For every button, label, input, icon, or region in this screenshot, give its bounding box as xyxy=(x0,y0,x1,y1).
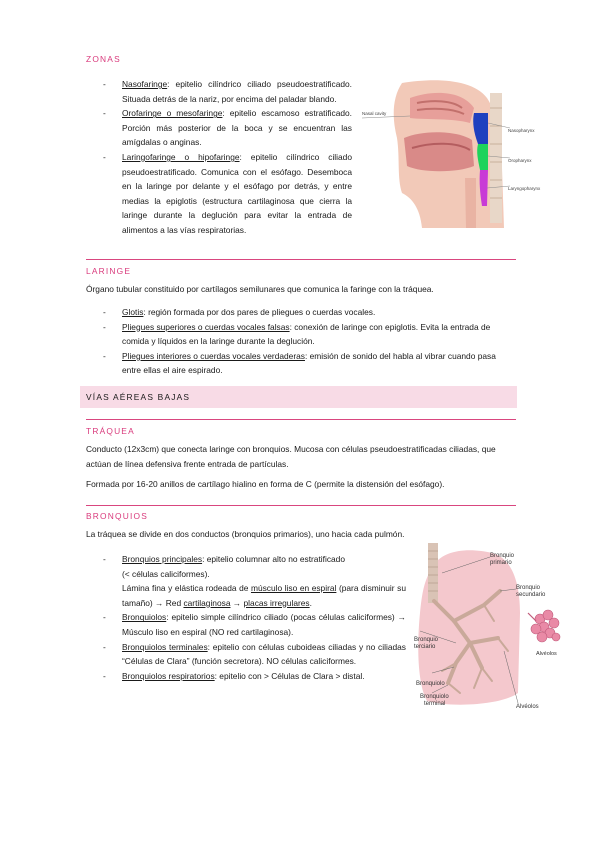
term-pliegues-superiores: Pliegues superiores o cuerdas vocales falsas xyxy=(122,321,290,332)
list-item: - Pliegues interiores o cuerdas vocales verdaderas: emisión de sonido del habla al vibrar cuando pasa entre ellas el aire espirado. xyxy=(103,350,496,376)
item-text: : epitelio simple cilíndrico ciliado (pocas células caliciformes) → Músculo liso en espiral (NO red cartilaginosa). xyxy=(122,612,406,637)
list-item: - Bronquiolos: epitelio simple cilíndrico ciliado (pocas células caliciformes) → Músculo liso en espiral (NO red cartilaginosa). xyxy=(103,612,406,637)
item-text: : epitelio columnar alto no estratificado xyxy=(202,554,345,564)
label-bronquiolo: Bronquiolo xyxy=(416,681,445,687)
term-cartilaginosa: cartilaginosa xyxy=(183,597,231,608)
label-nasopharynx: Nasopharynx xyxy=(508,128,535,133)
list-item: - Nasofaringe: epitelio cilíndrico ciliado pseudoestratificado. Situada detrás de la nariz, por encima del paladar blando. xyxy=(103,79,352,104)
list-item: - Orofaringe o mesofaringe: epitelio escamoso estratificado. Porción más posterior de la boca y se encuentran las amígdalas o anginas. xyxy=(103,108,353,148)
traquea-p2: Formada por 16-20 anillos de cartílago hialino en forma de C (permite la distensión del esófago). xyxy=(86,479,445,489)
item-text: → xyxy=(230,597,244,608)
label-bronquiolo-terminal-1: Bronquiolo xyxy=(420,694,449,700)
section-divider xyxy=(86,259,516,260)
traquea-p1: Conducto (12x3cm) que conecta laringe con bronquios. Mucosa con células pseudoestratificadas ciliadas, que actúan de línea defensiva frente entrada de partículas. xyxy=(86,444,496,469)
item-text: (< células caliciformes). xyxy=(122,568,210,579)
item-text: : epitelio cilíndrico ciliado pseudoestratificado. Situada detrás de la nariz, por encima del paladar blando. xyxy=(122,79,352,104)
bronquios-list xyxy=(86,552,406,683)
item-text: : conexión de laringe con epiglotis. Evita la entrada de comida y líquidos en la laringe durante la deglución. xyxy=(122,321,491,347)
laringe-heading: LARINGE xyxy=(86,266,132,276)
label-alveolos-zoom: Alvéolos xyxy=(536,651,557,657)
section-divider xyxy=(86,505,516,506)
laringe-intro: Órgano tubular constituido por cartílagos semilunares que comunica la faringe con la tráquea. xyxy=(86,284,434,294)
term-bronquiolos-terminales: Bronquiolos terminales xyxy=(122,641,208,652)
bronchial-tree-figure xyxy=(412,543,578,715)
item-text: : región formada por dos pares de pliegues o cuerdas vocales. xyxy=(143,307,376,317)
vias-bajas-heading: VÍAS AÉREAS BAJAS xyxy=(86,392,191,402)
term-bronquios-principales: Bronquios principales xyxy=(122,554,203,564)
term-placas: placas irregulares xyxy=(243,597,310,608)
pharynx-anatomy-figure xyxy=(362,78,541,228)
section-divider xyxy=(86,419,516,420)
traquea-heading: TRÁQUEA xyxy=(86,426,135,436)
item-text: : epitelio cilíndrico ciliado pseudoestratificado. Comunica con el esófago. Desemboca en la laringe por delante y el esófago por detrás, y entre medias la epiglotis (estructura cartilaginosa que cierra la laringe durante la deglución para evitar la entrada de alimentos a las vías respiratorias. xyxy=(122,151,352,235)
bronquios-intro: La tráquea se divide en dos conductos (bronquios primarios), uno hacia cada pulmón. xyxy=(86,529,405,539)
label-nasal-cavity: Nasal cavity xyxy=(362,111,387,116)
term-glotis: Glotis xyxy=(122,307,144,317)
term-orofaringe: Orofaringe o mesofaringe xyxy=(122,108,223,119)
label-alveolos: Alvéolos xyxy=(516,704,539,710)
item-text: : epitelio con > Células de Clara > distal. xyxy=(214,670,365,681)
item-text: Lámina fina y elástica rodeada de xyxy=(122,583,251,594)
term-laringofaringe: Laringofaringe o hipofaringe xyxy=(122,151,240,162)
section-band xyxy=(80,386,517,408)
list-item: - Bronquiolos respiratorios: epitelio con > Células de Clara > distal. xyxy=(103,670,365,681)
list-item: - Pliegues superiores o cuerdas vocales falsas: conexión de laringe con epiglotis. Evita la entrada de comida y líquidos en la laringe durante la deglución. xyxy=(103,321,491,347)
term-bronquiolos: Bronquiolos xyxy=(122,612,167,623)
zonas-heading: ZONAS xyxy=(86,54,121,64)
laringe-list xyxy=(86,305,516,378)
item-text: : epitelio escamoso estratificado. Porción más posterior de la boca y se encuentran las amígdalas o anginas. xyxy=(122,108,353,148)
bronquios-heading: BRONQUIOS xyxy=(86,511,148,521)
term-pliegues-interiores: Pliegues interiores o cuerdas vocales verdaderas xyxy=(122,350,305,361)
label-bronquio-secundario-2: secundario xyxy=(516,592,546,598)
term-musculo-liso: músculo liso en espiral xyxy=(250,583,337,594)
label-laryngopharynx: Laryngopharynx xyxy=(508,186,541,191)
zonas-list xyxy=(86,77,352,238)
item-text: . xyxy=(309,597,312,608)
list-item: - Laringofaringe o hipofaringe: epitelio cilíndrico ciliado pseudoestratificado. Comunica con el esófago. Desemboca en la laringe por delante y el esófago por detrás, y entre medias la epiglotis (estructura cartilaginosa que cierra la laringe durante la deglución para evitar la entrada de alimentos a las vías respiratorias. xyxy=(103,151,352,235)
label-oropharynx: Oropharynx xyxy=(508,158,532,163)
item-text: (para disminuir su tamaño) → Red xyxy=(122,583,406,608)
label-bronquiolo-terminal-2: terminal xyxy=(424,701,446,707)
label-bronquio-primario-1: Bronquio xyxy=(490,553,515,559)
label-bronquio-primario-2: primario xyxy=(490,560,512,566)
label-bronquio-terciario-2: terciario xyxy=(414,644,436,650)
list-item: - Bronquios principales: epitelio columnar alto no estratificado (< células caliciformes). Lámina fina y elástica rodeada de músculo liso en espiral (para disminuir su tamaño) → Red cartilaginosa → placas irregulares. xyxy=(103,554,406,608)
item-text: : emisión de sonido del habla al vibrar cuando pasa entre ellas el aire espirado. xyxy=(122,350,496,376)
list-item: - Bronquiolos terminales: epitelio con células cuboideas ciliadas y no ciliadas “Células de Clara” (función secretora). NO células caliciformes. xyxy=(103,641,406,667)
label-bronquio-secundario-1: Bronquio xyxy=(516,585,541,591)
term-nasofaringe: Nasofaringe xyxy=(122,79,168,89)
term-bronquiolos-respiratorios: Bronquiolos respiratorios xyxy=(122,670,215,681)
label-bronquio-terciario-1: Bronquio xyxy=(414,637,439,643)
item-text: : epitelio con células cuboideas ciliadas y no ciliadas “Células de Clara” (función secretora). NO células caliciformes. xyxy=(122,641,406,667)
list-item: - Glotis: región formada por dos pares de pliegues o cuerdas vocales. xyxy=(103,307,376,317)
